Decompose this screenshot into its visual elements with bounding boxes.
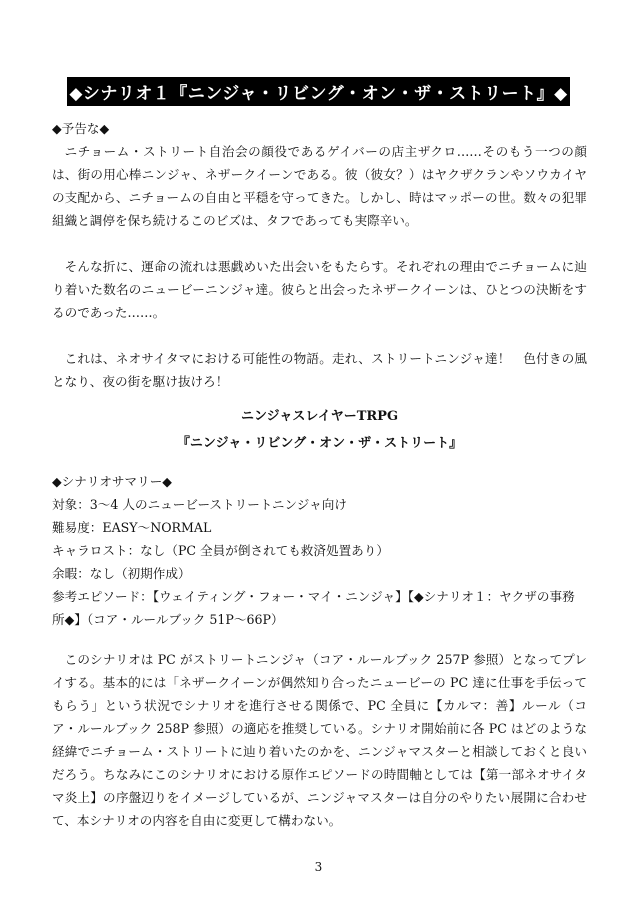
preview-paragraph: これは、ネオサイタマにおける可能性の物語。走れ、ストリートニンジャ達！ 色付きの風となり、夜の街を駆け抜けろ！: [52, 351, 587, 389]
preview-heading: ◆予告な◆: [52, 121, 110, 136]
summary-section: [52, 470, 587, 631]
game-system-title: ニンジャスレイヤーTRPG: [240, 409, 399, 424]
intro-paragraph: このシナリオは PC がストリートニンジャ（コア・ルールブック 257P 参照）となってプレイする。基本的には「ネザークイーンが偶然知り合ったニュービーの PC 達に仕事を手伝ってもらう」という状況でシナリオを進行させる関係で、PC 全員に【カルマ：善】ルール（コア・ルールブック 258P 参照）の適応を推奨している。シナリオ開始前に各 PC はどのような経緯でニチョーム・ストリートに辿り着いたのかを、ニンジャマスターと相談しておくと良いだろう。ちなみにこのシナリオにおける原作エピソードの時間軸としては【第一部ネオサイタマ炎上】の序盤辺りをイメージしているが、ニンジャマスターは自分のやりたい展開に合わせて、本シナリオの内容を自由に変更して構わない。: [52, 652, 587, 828]
scenario-title-banner: ◆シナリオ１『ニンジャ・リビング・オン・ザ・ストリート』◆: [67, 77, 570, 106]
summary-item: キャラロスト：なし（PC 全員が倒されても救済処置あり）: [52, 543, 389, 558]
preview-paragraph: そんな折に、運命の流れは悪戯めいた出会いをもたらす。それぞれの理由でニチョームに辿り着いた数名のニュービーニンジャ達。彼らと出会ったネザークイーンは、ひとつの決断をするのであった……。: [52, 259, 587, 320]
summary-item: 所◆】（コア・ルールブック 51P～66P）: [52, 612, 284, 627]
summary-item: 参考エピソード：【ウェイティング・フォー・マイ・ニンジャ】【◆シナリオ１：ヤクザの事務: [52, 589, 575, 604]
summary-item: 対象：3～4 人のニュービーストリートニンジャ向け: [52, 497, 347, 512]
preview-section: [52, 117, 587, 393]
scenario-subtitle: 『ニンジャ・リビング・オン・ザ・ストリート』: [176, 436, 463, 451]
summary-heading: ◆シナリオサマリー◆: [52, 474, 172, 489]
page-number: 3: [314, 860, 323, 874]
intro-section: [52, 648, 587, 832]
preview-paragraph: ニチョーム・ストリート自治会の顔役であるゲイバーの店主ザクロ……そのもう一つの顔は、街の用心棒ニンジャ、ネザークイーンである。彼（彼女？）はヤクザクランやソウカイヤの支配から、ニチョームの自由と平穏を守ってきた。しかし、時はマッポーの世。数々の犯罪組織と調停を保ち続けるこのビズは、タフであっても実際辛い。: [52, 144, 587, 228]
summary-item: 難易度：EASY～NORMAL: [52, 520, 212, 535]
summary-item: 余暇：なし（初期作成）: [52, 566, 191, 581]
